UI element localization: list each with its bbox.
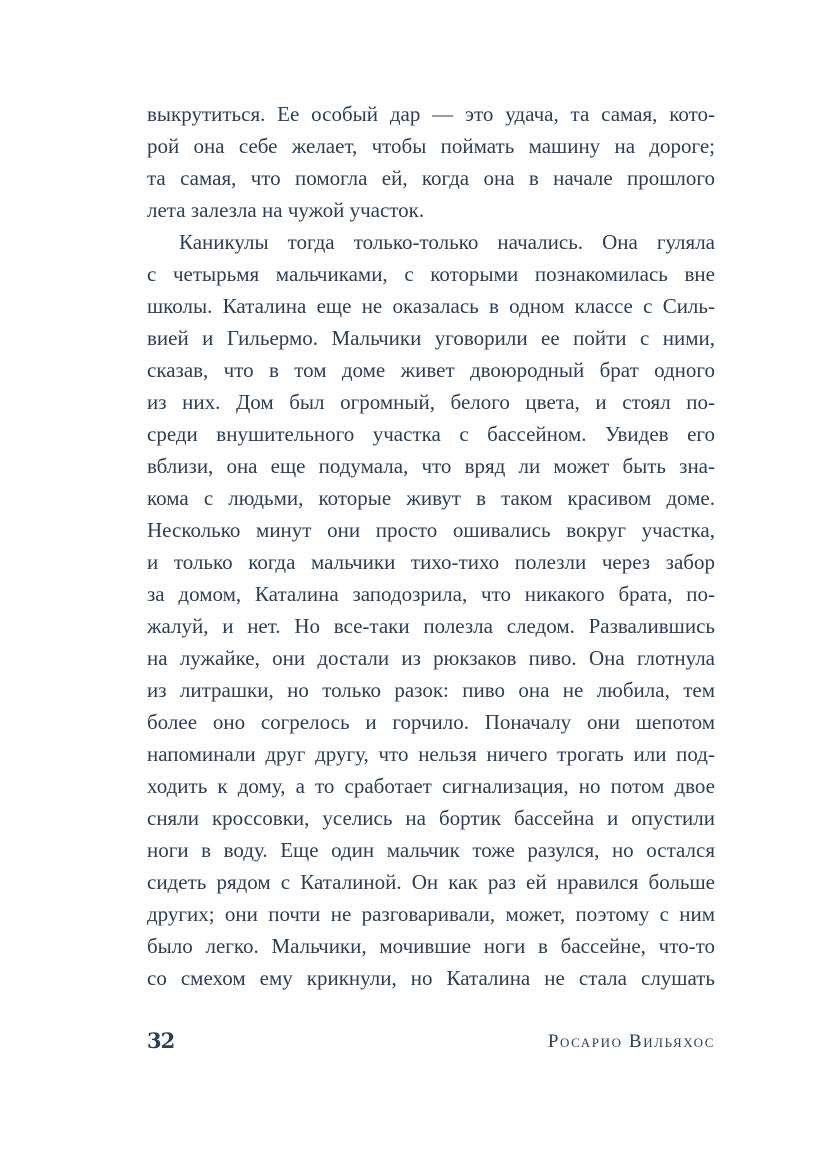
- text-line: жалуй, и нет. Но все-таки полезла следом. Развалившись: [147, 614, 715, 638]
- text-line: выкрутиться. Ее особый дар — это удача, та самая, кото-: [147, 102, 715, 126]
- text-line: напоминали друг другу, что нельзя ничего трогать или под-: [147, 742, 715, 766]
- text-line: кома с людьми, которые живут в таком красивом доме.: [147, 486, 715, 510]
- text-line: среди внушительного участка с бассейном. Увидев его: [147, 422, 715, 446]
- page-number: 32: [147, 1028, 175, 1053]
- text-line: Каникулы тогда только-только начались. Она гуляла: [179, 230, 715, 254]
- text-line: и только когда мальчики тихо-тихо полезли через забор: [147, 550, 715, 574]
- text-line: лета залезла на чужой участок.: [147, 198, 425, 222]
- paragraph-2: [147, 226, 715, 994]
- text-line: на лужайке, они достали из рюкзаков пиво. Она глотнула: [147, 646, 715, 670]
- text-line: других; они почти не разговаривали, может, поэтому с ним: [147, 902, 715, 926]
- text-line: более оно согрелось и горчило. Поначалу они шепотом: [147, 710, 715, 734]
- text-line: ходить к дому, а то сработает сигнализация, но потом двое: [147, 774, 715, 798]
- text-line: рой она себе желает, чтобы поймать машину на дороге;: [147, 134, 715, 158]
- text-line: сказав, что в том доме живет двоюродный брат одного: [147, 358, 715, 382]
- text-line: сняли кроссовки, уселись на бортик бассейна и опустили: [147, 806, 715, 830]
- page-footer: [147, 1027, 715, 1057]
- text-line: со смехом ему крикнули, но Каталина не стала слушать: [147, 966, 715, 990]
- text-line: из них. Дом был огромный, белого цвета, и стоял по-: [147, 390, 715, 414]
- body-text: [147, 98, 715, 994]
- text-line: Несколько минут они просто ошивались вокруг участка,: [147, 518, 715, 542]
- running-head-author: Росарио Вильяхос: [547, 1031, 715, 1052]
- text-line: с четырьмя мальчиками, с которыми познакомилась вне: [147, 262, 715, 286]
- text-line: ноги в воду. Еще один мальчик тоже разулся, но остался: [147, 838, 715, 862]
- text-line: вией и Гильермо. Мальчики уговорили ее пойти с ними,: [147, 326, 715, 350]
- paragraph-1: [147, 98, 715, 226]
- text-line: вблизи, она еще подумала, что вряд ли может быть зна-: [147, 454, 715, 478]
- text-line: сидеть рядом с Каталиной. Он как раз ей нравился больше: [147, 870, 715, 894]
- text-line: та самая, что помогла ей, когда она в начале прошлого: [147, 166, 715, 190]
- text-line: из литрашки, но только разок: пиво она не любила, тем: [147, 678, 715, 702]
- text-line: было легко. Мальчики, мочившие ноги в бассейне, что-то: [147, 934, 715, 958]
- text-line: за домом, Каталина заподозрила, что никакого брата, по-: [147, 582, 715, 606]
- text-line: школы. Каталина еще не оказалась в одном классе с Силь-: [147, 294, 715, 318]
